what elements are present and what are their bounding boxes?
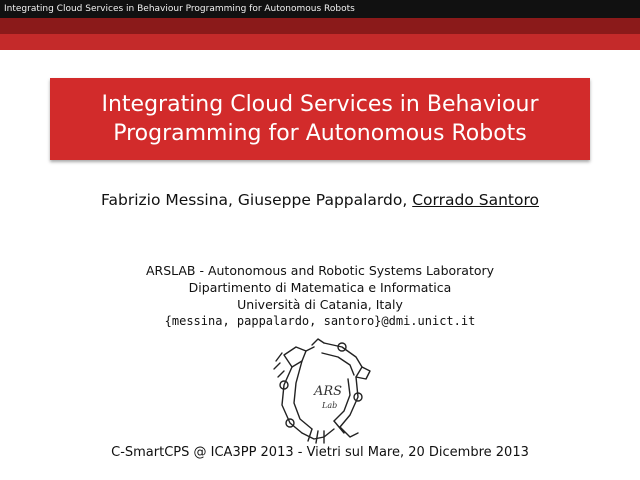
logo-subtext: Lab [322, 401, 338, 410]
authors-list: Fabrizio Messina, Giuseppe Pappalardo, [101, 191, 413, 209]
title-line-2: Programming for Autonomous Robots [113, 121, 527, 146]
authors [0, 191, 640, 209]
presenter-name: Corrado Santoro [412, 191, 539, 209]
header-short-title: Integrating Cloud Services in Behaviour Programming for Autonomous Robots [4, 4, 355, 14]
title-box [50, 78, 590, 160]
logo-text: ARS [314, 384, 343, 399]
lab-name: ARSLAB - Autonomous and Robotic Systems Laboratory [145, 263, 495, 278]
arslab-logo [262, 333, 378, 445]
department-name: Dipartimento di Matematica e Informatica [188, 280, 452, 295]
email-address: {messina, pappalardo, santoro}@dmi.unict.it [164, 314, 476, 328]
slide-title [101, 90, 538, 148]
affiliation [0, 262, 640, 330]
title-line-1: Integrating Cloud Services in Behaviour [101, 92, 539, 117]
header-band-dark [0, 18, 640, 34]
university-name: Università di Catania, Italy [237, 297, 403, 312]
header-band-light [0, 34, 640, 50]
header-bar [0, 0, 640, 18]
event-footer: C-SmartCPS @ ICA3PP 2013 - Vietri sul Mare, 20 Dicembre 2013 [111, 445, 529, 460]
